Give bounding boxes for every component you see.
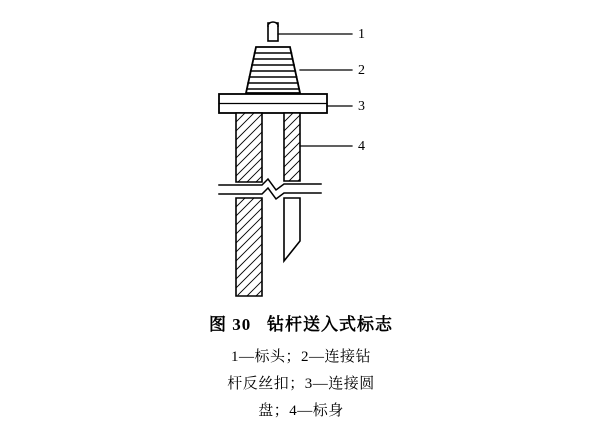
callout-label-3: 3 bbox=[358, 99, 365, 114]
marker-head-body bbox=[246, 47, 300, 93]
callout-label-1: 1 bbox=[358, 27, 365, 42]
figure-title bbox=[0, 312, 602, 338]
figure-legend-line-2: 杆反丝扣；3—连接圆 bbox=[227, 376, 375, 392]
marker-shaft bbox=[219, 113, 321, 296]
connecting-flange bbox=[219, 94, 327, 113]
break-line bbox=[219, 179, 321, 199]
figure-title-text: 钻杆送入式标志 bbox=[267, 315, 393, 334]
marker-head-pin bbox=[268, 22, 278, 41]
figure-title-number: 30 bbox=[232, 315, 252, 334]
callout-label-4: 4 bbox=[358, 139, 365, 154]
callout-label-2: 2 bbox=[358, 63, 365, 78]
figure-legend-line-1: 1—标头；2—连接钻 bbox=[230, 349, 371, 365]
figure-title-prefix: 图 bbox=[209, 315, 227, 334]
figure-legend-line-3: 盘；4—标身 bbox=[258, 403, 344, 419]
figure-caption-block bbox=[0, 312, 602, 425]
